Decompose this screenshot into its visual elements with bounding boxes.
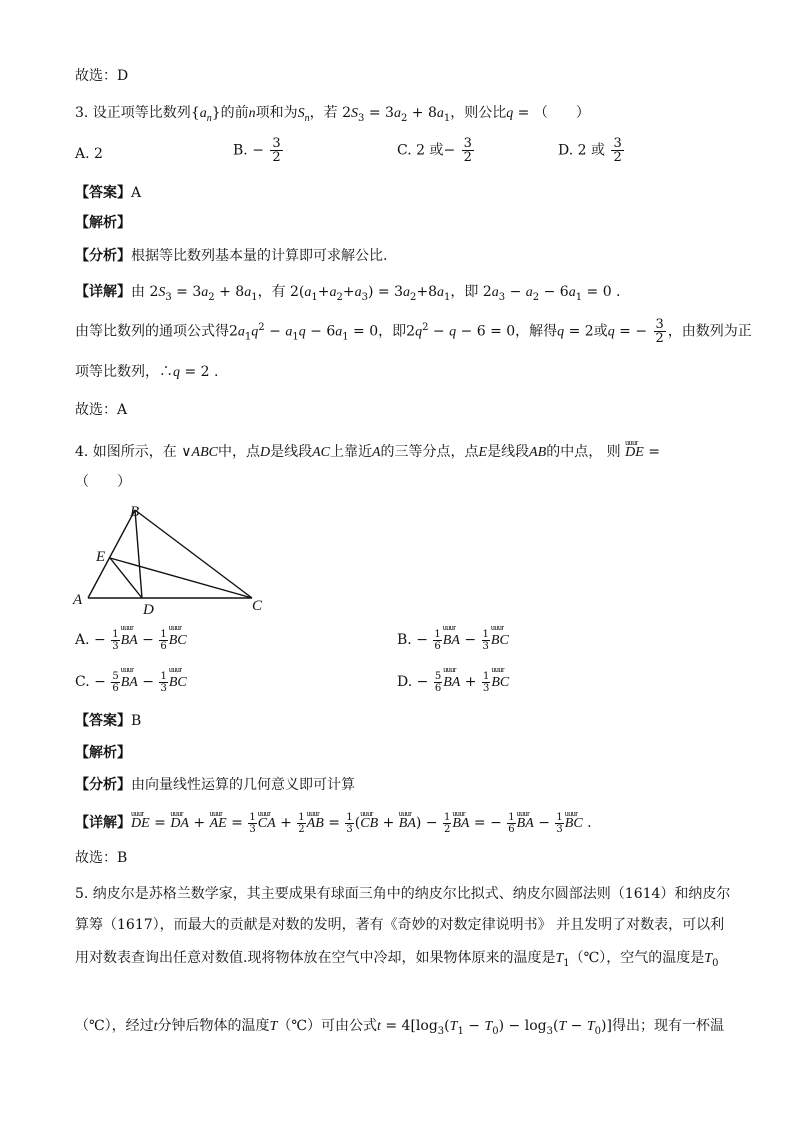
- q3-option-c: C. 2 或− $\frac{3}{2}$: [397, 136, 472, 165]
- label-d: D: [143, 602, 154, 618]
- q4-option-d: D. − $\frac{5}{6}$ uuur BA + $\frac{1}{3}$ uuur BC: [397, 669, 509, 694]
- q3-stem: 3. 设正项等比数列$\{a_n\}$的前n项和为$S_n$，若 $2S_3 = 3a_2 + 8a_1$，则公比q = （ ）: [75, 105, 590, 124]
- q4-final: 故选：B: [75, 850, 128, 866]
- q4-jiexi: 【解析】: [75, 745, 131, 761]
- q3-final: 故选：A: [75, 402, 128, 418]
- triangle-figure: [70, 500, 270, 620]
- label-e: E: [96, 549, 106, 565]
- q4-option-b: B. − $\frac{1}{6}$ uuur BA − $\frac{1}{3}$ uuur BC: [397, 627, 509, 652]
- q4-option-c: C. − $\frac{5}{6}$ uuur BA − $\frac{1}{3}$ uuur BC: [75, 669, 187, 694]
- label-c: C: [252, 598, 263, 614]
- q4-stem: 4. 如图所示，在 ∨ABC中，点D是线段AC上靠近A的三等分点，点E是线段AB的中点， 则 uuur DE =: [75, 437, 660, 463]
- q3-jiexi: 【解析】: [75, 215, 131, 231]
- q5-line-4: （℃），经过t分钟后物体的温度T（℃）可由公式$t = 4[\log_3(T_1 - T_0) - \log_3(T - T_0)]$得出；现有一杯温: [75, 1018, 724, 1037]
- q4-option-a: A. − $\frac{1}{3}$ uuur BA − $\frac{1}{6}$ uuur BC: [75, 627, 187, 652]
- q3-detail-3: 项等比数列，∴q = 2 .: [75, 364, 219, 380]
- segment-ed: [110, 558, 142, 598]
- q4-stem-paren: （ ）: [75, 474, 131, 490]
- q5-line-1: 5. 纳皮尔是苏格兰数学家，其主要成果有球面三角中的纳皮尔比拟式、纳皮尔圆部法则（1614）和纳皮尔: [75, 886, 731, 902]
- q3-answer: 【答案】A: [75, 185, 142, 201]
- q3-fenxi: 【分析】根据等比数列基本量的计算即可求解公比.: [75, 248, 388, 264]
- segment-bc: [135, 510, 252, 598]
- q3-detail-2: 由等比数列的通项公式得$2a_1q^2 - a_1q - 6a_1 = 0$，即$2q^2 - q - 6 = 0$，解得q = 2或q = − $\frac{3}{2}$ ，由数列为正: [75, 317, 752, 347]
- q4-detail: 【详解】uuur DE = uuur DA + uuur AE = $\frac{1}{3}$ uuur CA + $\frac{1}{2}$ uuur AB = $\frac{1}{3}$ (uuur CB + uuur BA) − $\frac{1}{2}$ uuur BA = − $\frac{1}{6}$ uuur BA − $\frac{1}{3}$ uuur BC .: [75, 806, 592, 836]
- segment-ec: [110, 558, 252, 598]
- q3-option-b: B. − $\frac{3}{2}$: [233, 136, 281, 165]
- label-a: A: [73, 592, 83, 608]
- q4-fenxi: 【分析】由向量线性运算的几何意义即可计算: [75, 777, 355, 793]
- q5-line-2: 算筹（1617），而最大的贡献是对数的发明，著有《奇妙的对数定律说明书》 并且发明了对数表，可以利: [75, 917, 725, 933]
- q4-answer: 【答案】B: [75, 713, 142, 729]
- segment-bd: [135, 510, 142, 598]
- label-b: B: [130, 504, 140, 520]
- q3-detail-1: 【详解】由 $2S_3 = 3a_2 + 8a_1$，有 $2(a_1+a_2+a_3) = 3a_2+8a_1$，即 $2a_3 - a_2 - 6a_1 = 0$ .: [75, 284, 621, 303]
- q3-option-a: A. 2: [75, 146, 103, 162]
- prev-answer-line: 故选：D: [75, 68, 129, 84]
- q5-line-3: 用对数表查询出任意对数值.现将物体放在空气中冷却，如果物体原来的温度是$T_1(℃)$，空气的温度是$T_0$: [75, 950, 719, 969]
- q3-option-d: D. 2 或 $\frac{3}{2}$: [558, 136, 622, 165]
